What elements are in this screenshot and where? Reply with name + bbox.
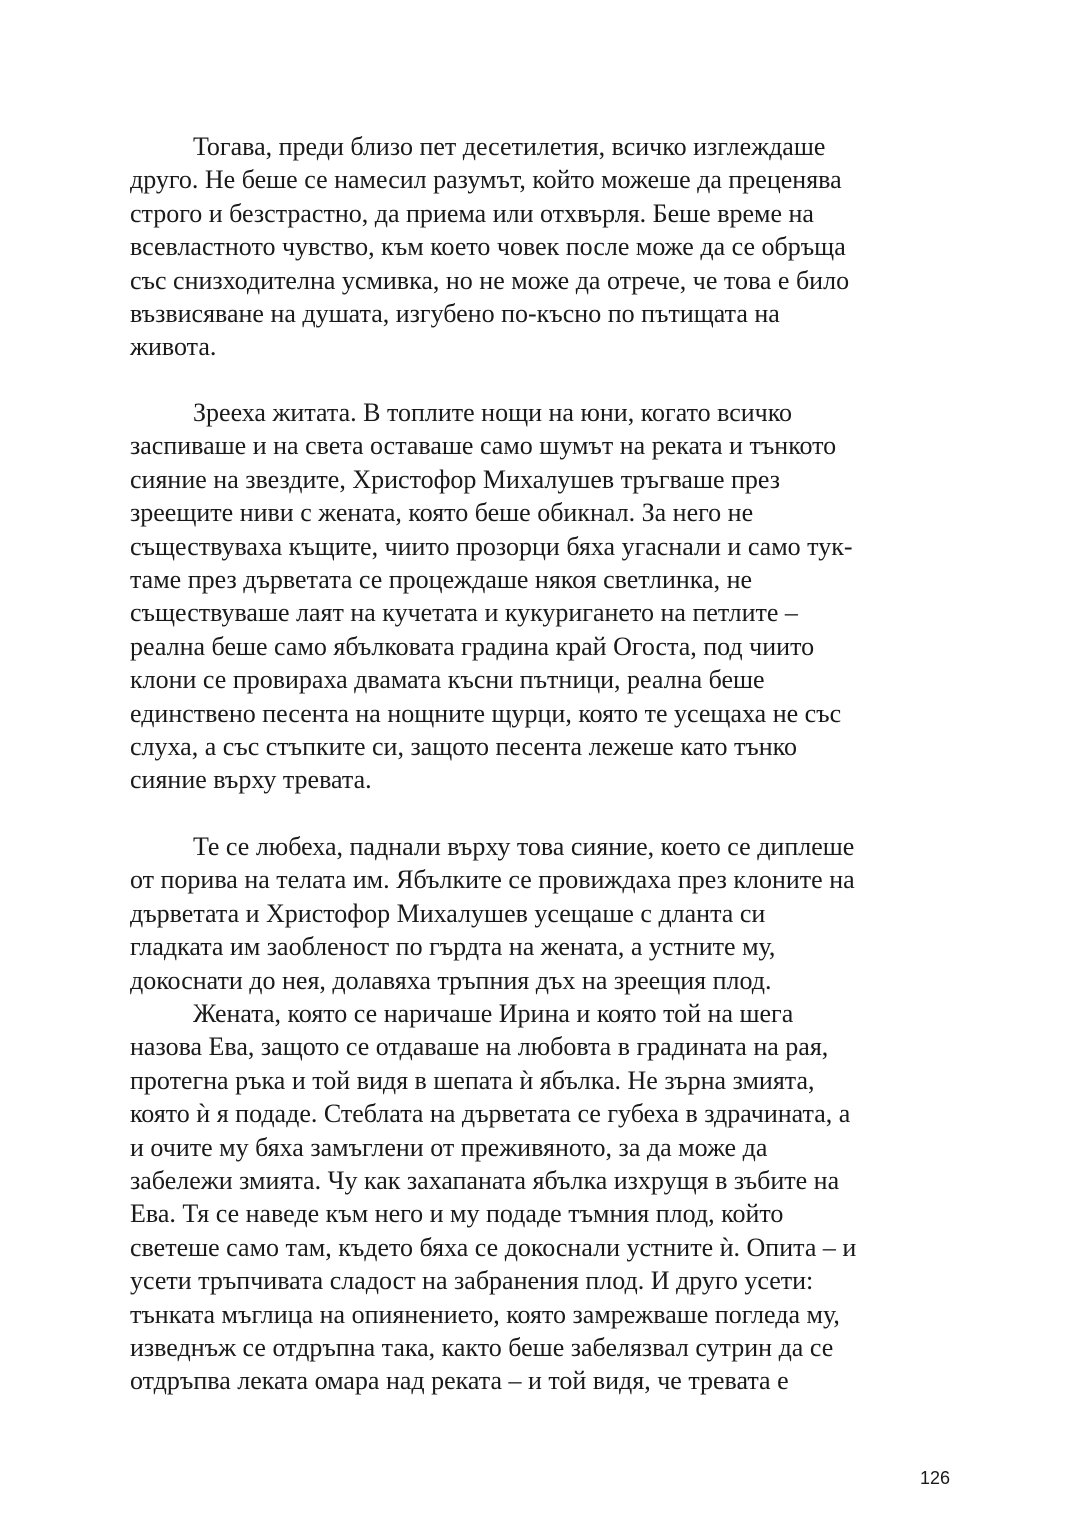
text-line: усети тръпчивата сладост на забранения плод. И друго усети: [130,1266,814,1296]
text-line: и очите му бяха замъглени от преживяното, за да може да [130,1132,768,1162]
paragraph-3 [130,830,945,997]
text-line: клони се провираха двамата късни пътници, реална беше [130,665,765,695]
text-line: единствено песента на нощните щурци, която те усещаха не със [130,698,842,728]
text-line: Жената, която се наричаше Ирина и която той на шега [193,999,794,1028]
text-line: тънката мъглица на опиянението, която замрежваше погледа му, [130,1299,840,1329]
paragraph-4 [130,997,945,1398]
text-line: Ева. Тя се наведе към него и му подаде тъмния плод, който [130,1199,784,1229]
text-line: зреещите ниви с жената, която беше обикнал. За него не [130,498,754,528]
paragraph-1 [130,130,945,364]
text-line: докоснати до нея, долавяха тръпния дъх на зреещия плод. [130,965,772,995]
text-line: Тогава, преди близо пет десетилетия, всичко изглеждаше [193,132,826,161]
text-line: друго. Не беше се намесил разумът, който можеше да преценява [130,165,842,195]
text-line: всевластното чувство, към което човек после може да се обръща [130,232,846,262]
text-line: заспиваше и на света оставаше само шумът на реката и тънкото [130,431,837,461]
text-line: Зрееха житата. В топлите нощи на юни, когато всичко [193,398,793,427]
text-line: забележи змията. Чу как захапаната ябълка изхрущя в зъбите на [130,1165,840,1195]
text-line: сияние на звездите, Христофор Михалушев тръгваше през [130,464,781,494]
text-line: Те се любеха, паднали върху това сияние, което се диплеше [193,832,855,861]
text-line: възвисяване на душата, изгубено по-късно по пътищата на [130,298,780,328]
text-line: реална беше само ябълковата градина край Огоста, под чиито [130,631,815,661]
text-line: която ѝ я подаде. Стеблата на дърветата се губеха в здрачината, а [130,1099,851,1129]
text-line: слуха, а със стъпките си, защото песента лежеше като тънко [130,731,797,761]
paragraph-2 [130,396,945,797]
text-line: сияние върху тревата. [130,765,372,795]
text-line: живота. [130,332,217,362]
text-line: от порива на телата им. Ябълките се провиждаха през клоните на [130,865,855,895]
text-line: таме през дърветата се процеждаше някоя светлинка, не [130,564,753,594]
text-line: съществуваше лаят на кучетата и кукуригането на петлите – [130,598,798,628]
text-line: дърветата и Христофор Михалушев усещаше с дланта си [130,898,766,928]
text-line: протегна ръка и той видя в шепата ѝ ябълка. Не зърна змията, [130,1065,815,1095]
text-line: строго и безстрастно, да приема или отхвърля. Беше време на [130,198,814,228]
page-number: 126 [919,1468,950,1488]
text-line: светеше само там, където бяха се докоснали устните ѝ. Опита – и [130,1232,857,1262]
text-line: изведнъж се отдръпна така, както беше забелязвал сутрин да се [130,1332,834,1362]
text-line: със снизходителна усмивка, но не може да отрече, че това е било [130,265,850,295]
text-line: гладката им заобленост по гърдта на жената, а устните му, [130,932,776,962]
text-line: съществуваха къщите, чиито прозорци бяха угаснали и само тук- [130,531,853,561]
text-line: отдръпва леката омара над реката – и той видя, че тревата е [130,1366,789,1396]
text-line: назова Ева, защото се отдаваше на любовта в градината на рая, [130,1032,829,1062]
